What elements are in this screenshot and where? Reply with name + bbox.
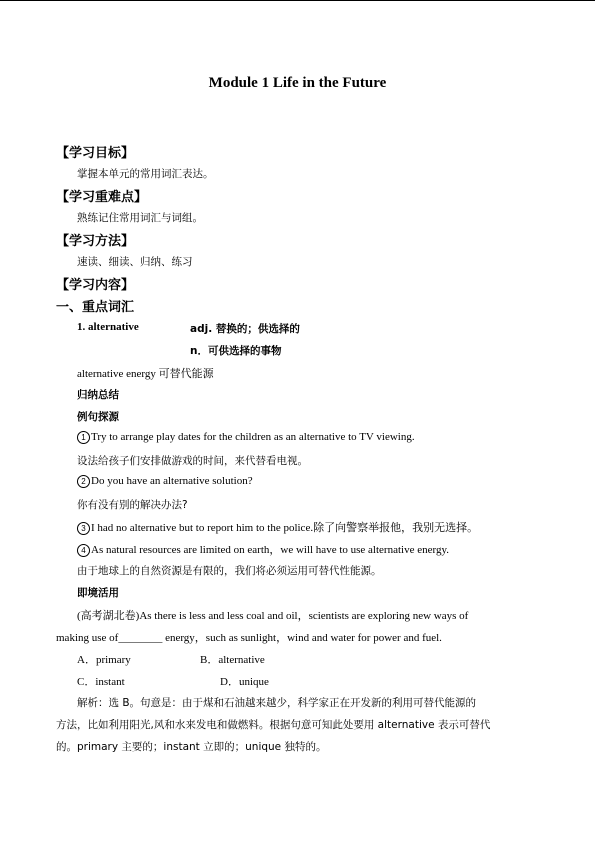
- objective-heading: 【学习目标】: [56, 146, 135, 161]
- question-line-2: making use of________ energy，such as sunlight，wind and water for power and fuel.: [56, 632, 442, 644]
- example-3-en: 3 I had no alternative but to report him to the police.除了向警察举报他，我别无选择。: [77, 519, 478, 535]
- example-2-zh: 你有没有别的解决办法?: [77, 499, 188, 511]
- analysis-line-3: 的。primary 主要的；instant 立即的；unique 独特的。: [56, 741, 327, 753]
- entry-word: 1. alternative: [77, 321, 139, 333]
- vocab-heading: 一、重点词汇: [56, 300, 135, 315]
- keypoints-heading: 【学习重难点】: [56, 190, 148, 205]
- entry-adj-definition: adj. 替换的；供选择的: [190, 323, 300, 335]
- top-rule: [0, 0, 595, 1]
- keypoints-text: 熟练记住常用词汇与词组。: [77, 212, 203, 224]
- number-circle-4: 4: [77, 544, 90, 557]
- entry-phrase: alternative energy 可替代能源: [77, 368, 214, 380]
- example-4-zh: 由于地球上的自然资源是有限的，我们将必须运用可替代性能源。: [77, 565, 382, 577]
- content-heading: 【学习内容】: [56, 278, 135, 293]
- analysis-line-1: 解析：选 B。句意是：由于煤和石油越来越少，科学家正在开发新的利用可替代能源的: [77, 697, 477, 709]
- method-heading: 【学习方法】: [56, 234, 135, 249]
- option-d: D．unique: [220, 676, 269, 688]
- option-c: C．instant: [77, 676, 125, 688]
- number-circle-3: 3: [77, 522, 90, 535]
- example-4-en: 4 As natural resources are limited on earth，we will have to use alternative energy.: [77, 541, 449, 557]
- example-2-en: 2 Do you have an alternative solution?: [77, 475, 253, 488]
- method-text: 速读、细读、归纳、练习: [77, 256, 193, 268]
- practice-label: 即境活用: [77, 587, 119, 599]
- option-b: B．alternative: [200, 654, 265, 666]
- page-title: Module 1 Life in the Future: [208, 75, 387, 91]
- analysis-line-2: 方法，比如利用阳光,风和水来发电和做燃料。根据句意可知此处要用 alternative 表示可替代: [56, 719, 491, 731]
- objective-text: 掌握本单元的常用词汇表达。: [77, 168, 214, 180]
- number-circle-1: 1: [77, 431, 90, 444]
- example-1-zh: 设法给孩子们安排做游戏的时间，来代替看电视。: [77, 455, 308, 467]
- examples-label: 例句探源: [77, 411, 119, 423]
- question-line-1: (高考湖北卷)As there is less and less coal and oil，scientists are exploring new ways of: [77, 610, 469, 622]
- example-1-en: 1 Try to arrange play dates for the children as an alternative to TV viewing.: [77, 431, 415, 444]
- number-circle-2: 2: [77, 475, 90, 488]
- option-a: A．primary: [77, 654, 131, 666]
- entry-noun-definition: n．可供选择的事物: [190, 345, 282, 357]
- summary-label: 归纳总结: [77, 389, 119, 401]
